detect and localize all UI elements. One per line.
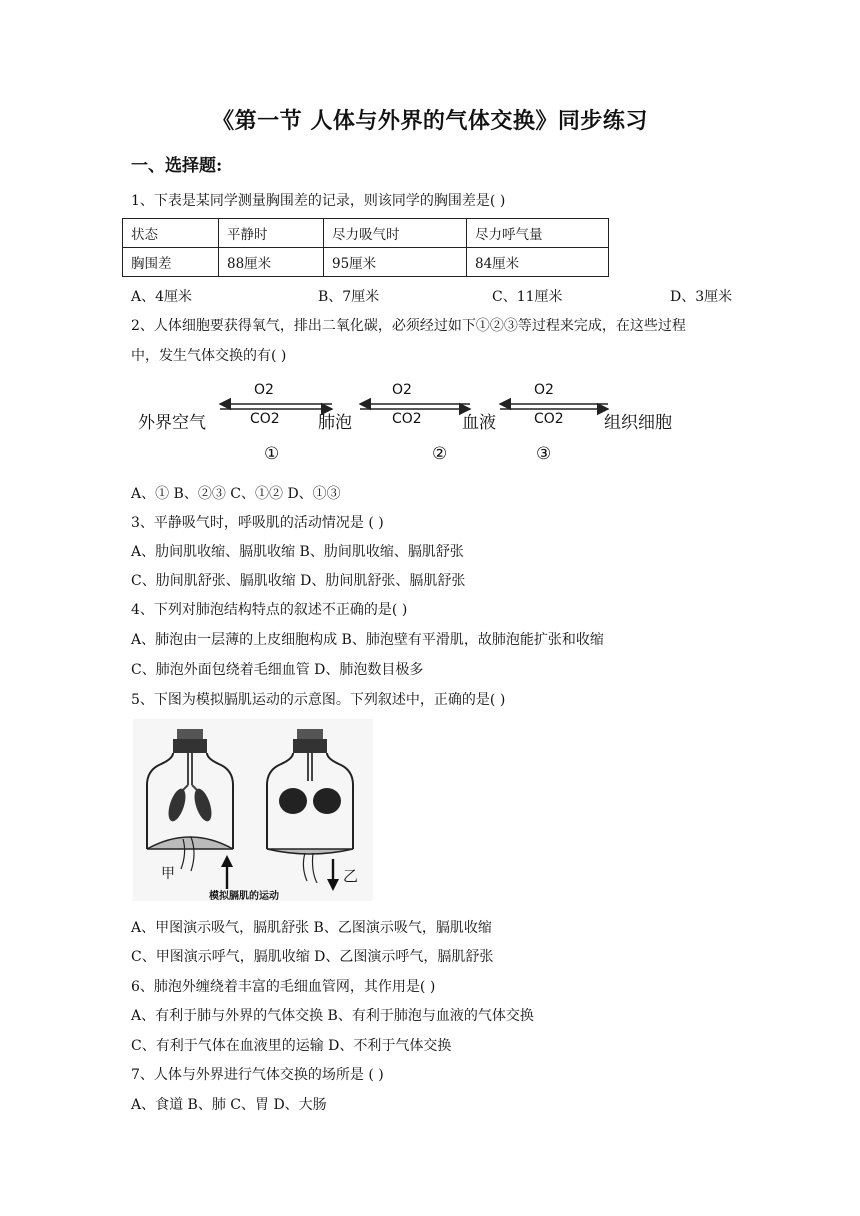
- q6-stem: 6、肺泡外缠绕着丰富的毛细血管网，其作用是( ): [131, 979, 436, 995]
- q1-stem: 1、下表是某同学测量胸围差的记录，则该同学的胸围差是( ): [131, 193, 506, 209]
- q1-option-a: A、4厘米: [131, 289, 193, 305]
- q2-options: A、① B、②③ C、①② D、①③: [131, 486, 341, 502]
- co2-label: CO2: [250, 411, 280, 427]
- o2-label: O2: [254, 382, 274, 398]
- table-row: [123, 248, 609, 277]
- q4-options-line1: A、肺泡由一层薄的上皮细胞构成 B、肺泡壁有平滑肌，故肺泡能扩张和收缩: [131, 632, 604, 648]
- q2-stem-line1: 2、人体细胞要获得氧气，排出二氧化碳，必须经过如下①②③等过程来完成，在这些过程: [131, 318, 686, 334]
- q4-stem: 4、下列对肺泡结构特点的叙述不正确的是( ): [131, 602, 408, 618]
- co2-label: CO2: [534, 411, 564, 427]
- step-1: ①: [264, 444, 280, 464]
- q7-stem: 7、人体与外界进行气体交换的场所是 ( ): [131, 1067, 384, 1083]
- q6-options-line2: C、有利于气体在血液里的运输 D、不利于气体交换: [131, 1038, 452, 1054]
- q3-options-line2: C、肋间肌舒张、膈肌收缩 D、肋间肌舒张、膈肌舒张: [131, 573, 466, 589]
- o2-label: O2: [534, 382, 554, 398]
- table-cell: 尽力吸气时: [324, 219, 467, 248]
- q3-options-line1: A、肋间肌收缩、膈肌收缩 B、肋间肌收缩、膈肌舒张: [131, 544, 464, 560]
- q1-option-d: D、3厘米: [670, 289, 733, 305]
- page-title: 《第一节 人体与外界的气体交换》同步练习: [212, 108, 648, 134]
- figure-label-jia: 甲: [161, 866, 175, 882]
- chest-measurement-table: [122, 218, 609, 277]
- table-cell: 84厘米: [467, 248, 609, 277]
- q2-stem-line2: 中，发生气体交换的有( ): [131, 348, 287, 364]
- q4-options-line2: C、肺泡外面包绕着毛细血管 D、肺泡数目极多: [131, 662, 424, 678]
- node-outside-air: 外界空气: [138, 413, 206, 433]
- q1-option-c: C、11厘米: [492, 289, 563, 305]
- node-alveoli: 肺泡: [318, 413, 352, 433]
- node-blood: 血液: [462, 413, 496, 433]
- table-row: [123, 219, 609, 248]
- diaphragm-model-figure: [133, 719, 373, 901]
- node-tissue-cells: 组织细胞: [604, 413, 672, 433]
- q5-options-line1: A、甲图演示吸气，膈肌舒张 B、乙图演示吸气，膈肌收缩: [131, 920, 492, 936]
- q3-stem: 3、平静吸气时，呼吸肌的活动情况是 ( ): [131, 515, 384, 531]
- table-cell: 胸围差: [123, 248, 219, 277]
- section-heading: 一、选择题:: [131, 156, 223, 176]
- q1-option-b: B、7厘米: [318, 289, 380, 305]
- step-3: ③: [536, 444, 552, 464]
- table-cell: 尽力呼气量: [467, 219, 609, 248]
- step-2: ②: [432, 444, 448, 464]
- q6-options-line1: A、有利于肺与外界的气体交换 B、有利于肺泡与血液的气体交换: [131, 1008, 534, 1024]
- co2-label: CO2: [392, 411, 422, 427]
- gas-exchange-diagram: [130, 378, 710, 470]
- table-cell: 平静时: [219, 219, 324, 248]
- table-cell: 88厘米: [219, 248, 324, 277]
- figure-caption: 模拟膈肌的运动: [209, 891, 279, 902]
- table-cell: 95厘米: [324, 248, 467, 277]
- figure-label-yi: 乙: [343, 867, 359, 885]
- q7-options: A、食道 B、肺 C、胃 D、大肠: [131, 1097, 327, 1113]
- o2-label: O2: [392, 382, 412, 398]
- q5-stem: 5、下图为模拟膈肌运动的示意图。下列叙述中，正确的是( ): [131, 692, 506, 708]
- q5-options-line2: C、甲图演示呼气，膈肌收缩 D、乙图演示呼气，膈肌舒张: [131, 949, 494, 965]
- table-cell: 状态: [123, 219, 219, 248]
